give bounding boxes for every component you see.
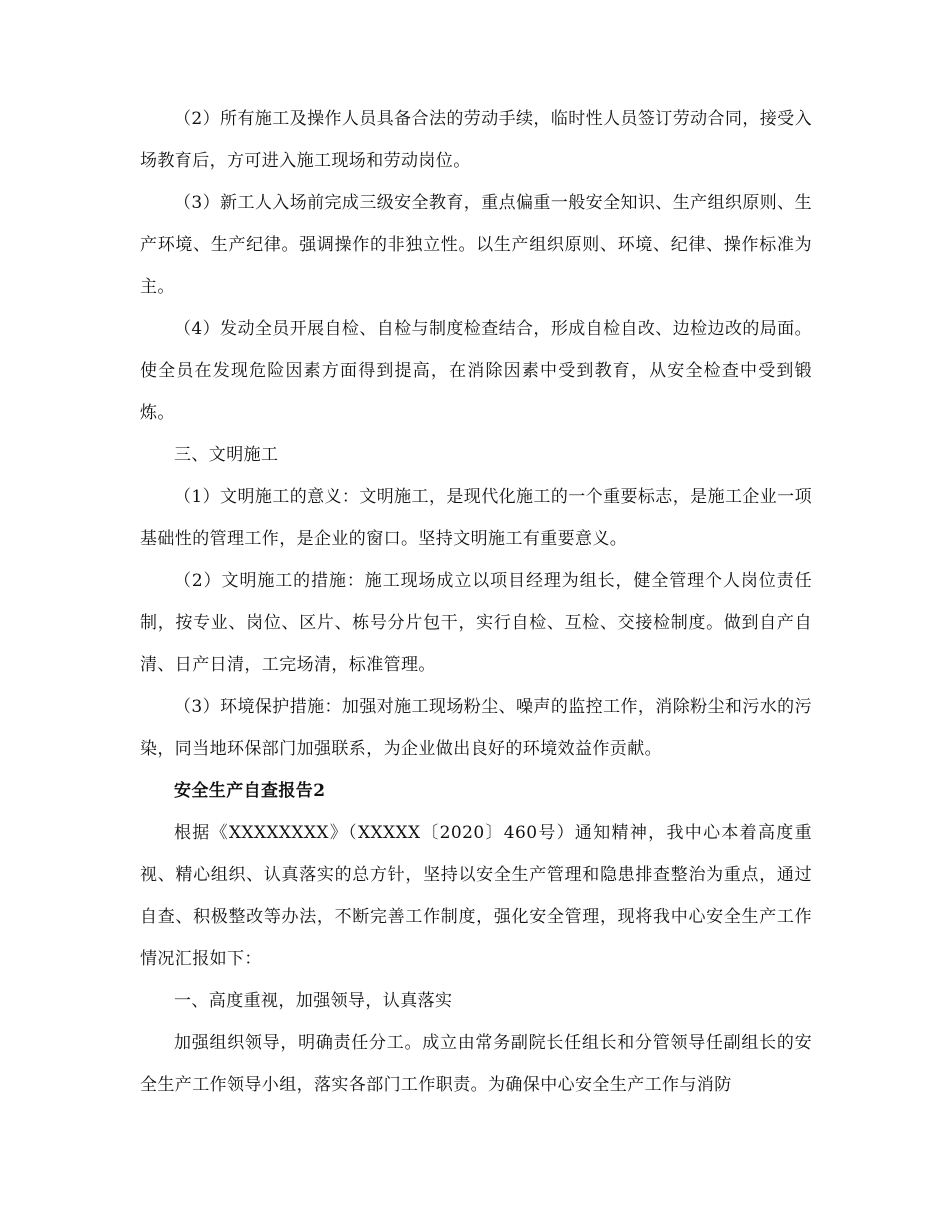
paragraph-civilized-measures: （2）文明施工的措施：施工现场成立以项目经理为组长，健全管理个人岗位责任制，按专业、岗位、区片、栋号分片包干，实行自检、互检、交接检制度。做到自产自清、日产日清，工完场清，标准管理。 bbox=[140, 571, 812, 675]
paragraph-civilized-meaning: （1）文明施工的意义：文明施工，是现代化施工的一个重要标志，是施工企业一项基础性的管理工作，是企业的窗口。坚持文明施工有重要意义。 bbox=[140, 487, 812, 549]
document-body bbox=[140, 98, 812, 1106]
paragraph-report-intro: 根据《XXXXXXXX》（XXXXX〔2020〕460号）通知精神，我中心本着高度重视、精心组织、认真落实的总方针，坚持以安全生产管理和隐患排查整治为重点，通过自查、积极整改等办法，不断完善工作制度，强化安全管理，现将我中心安全生产工作情况汇报如下： bbox=[140, 823, 812, 969]
heading-civilized-construction: 三、文明施工 bbox=[174, 445, 279, 465]
heading-leadership: 一、高度重视，加强领导，认真落实 bbox=[174, 991, 453, 1011]
paragraph-environment-protection: （3）环境保护措施：加强对施工现场粉尘、噪声的监控工作，消除粉尘和污水的污染，同当地环保部门加强联系，为企业做出良好的环境效益作贡献。 bbox=[140, 697, 812, 759]
paragraph-self-inspection: （4）发动全员开展自检、自检与制度检查结合，形成自检自改、边检边改的局面。使全员在发现危险因素方面得到提高，在消除因素中受到教育，从安全检查中受到锻炼。 bbox=[140, 319, 812, 423]
paragraph-organization-leadership: 加强组织领导，明确责任分工。成立由常务副院长任组长和分管领导任副组长的安全生产工作领导小组，落实各部门工作职责。为确保中心安全生产工作与消防 bbox=[140, 1033, 812, 1095]
paragraph-staff-labor-procedures: （2）所有施工及操作人员具备合法的劳动手续，临时性人员签订劳动合同，接受入场教育后，方可进入施工现场和劳动岗位。 bbox=[140, 109, 812, 171]
paragraph-new-worker-education: （3）新工人入场前完成三级安全教育，重点偏重一般安全知识、生产组织原则、生产环境、生产纪律。强调操作的非独立性。以生产组织原则、环境、纪律、操作标准为主。 bbox=[140, 193, 812, 297]
section-title: 安全生产自查报告2 bbox=[174, 781, 326, 801]
